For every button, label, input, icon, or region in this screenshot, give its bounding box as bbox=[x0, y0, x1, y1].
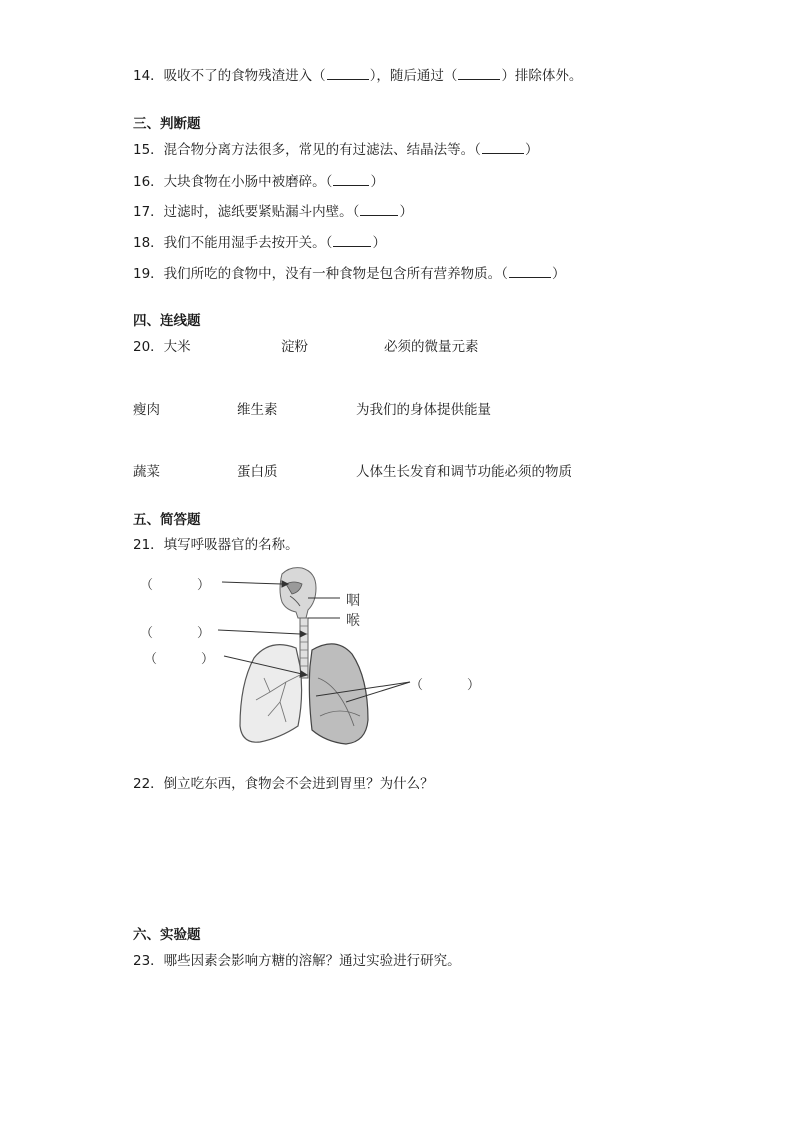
question-18: 18．我们不能用湿手去按开关。（ ） bbox=[133, 235, 386, 251]
answer-area-22[interactable] bbox=[133, 800, 653, 910]
lungs-illustration bbox=[140, 566, 500, 752]
question-23: 23．哪些因素会影响方糖的溶解？通过实验进行研究。 bbox=[133, 953, 461, 969]
answer-blank[interactable] bbox=[333, 172, 369, 186]
label-blank-bronchus[interactable]: （ ） bbox=[144, 652, 215, 667]
match-item-col2[interactable]: 维生素 bbox=[237, 402, 278, 418]
respiratory-system-diagram bbox=[140, 566, 500, 752]
answer-blank[interactable] bbox=[333, 233, 371, 247]
label-blank-trachea[interactable]: （ ） bbox=[140, 626, 211, 641]
section-title-matching: 四、连线题 bbox=[133, 313, 201, 329]
answer-area-23[interactable] bbox=[133, 978, 653, 1098]
question-21: 21．填写呼吸器官的名称。 bbox=[133, 537, 299, 553]
answer-blank[interactable] bbox=[327, 66, 369, 80]
question-15: 15．混合物分离方法很多，常见的有过滤法、结晶法等。（ ） bbox=[133, 142, 539, 158]
left-lung-illustration bbox=[309, 644, 368, 744]
question-17: 17．过滤时，滤纸要紧贴漏斗内壁。（ ） bbox=[133, 204, 413, 220]
section-title-short-answer: 五、简答题 bbox=[133, 512, 201, 528]
match-item-col2[interactable]: 淀粉 bbox=[281, 339, 308, 355]
section-title-judgement: 三、判断题 bbox=[133, 116, 201, 132]
match-item-col3[interactable]: 必须的微量元素 bbox=[384, 339, 479, 355]
answer-blank[interactable] bbox=[509, 264, 551, 278]
match-item-col2[interactable]: 蛋白质 bbox=[237, 464, 278, 480]
head-illustration bbox=[280, 568, 316, 618]
label-blank-lungs[interactable]: （ ） bbox=[410, 678, 481, 693]
question-19: 19．我们所吃的食物中，没有一种食物是包含所有营养物质。（ ） bbox=[133, 266, 566, 282]
question-14: 14．吸收不了的食物残渣进入（ ），随后通过（ ）排除体外。 bbox=[133, 68, 583, 84]
label-blank-nasal[interactable]: （ ） bbox=[140, 578, 211, 593]
question-22: 22．倒立吃东西，食物会不会进到胃里？为什么？ bbox=[133, 776, 434, 792]
section-title-experiment: 六、实验题 bbox=[133, 927, 201, 943]
answer-blank[interactable] bbox=[482, 140, 524, 154]
label-larynx: 喉 bbox=[346, 613, 360, 629]
right-lung-illustration bbox=[240, 645, 302, 743]
question-16: 16．大块食物在小肠中被磨碎。（ ） bbox=[133, 174, 384, 190]
answer-blank[interactable] bbox=[360, 202, 398, 216]
match-item-col3[interactable]: 人体生长发育和调节功能必须的物质 bbox=[356, 464, 572, 480]
match-item-col3[interactable]: 为我们的身体提供能量 bbox=[356, 402, 491, 418]
match-item-col1[interactable]: 20．大米 bbox=[133, 339, 191, 355]
match-item-col1[interactable]: 蔬菜 bbox=[133, 464, 160, 480]
answer-blank[interactable] bbox=[458, 66, 500, 80]
match-item-col1[interactable]: 瘦肉 bbox=[133, 402, 160, 418]
trachea-illustration bbox=[300, 618, 308, 678]
label-pharynx: 咽 bbox=[346, 593, 360, 609]
